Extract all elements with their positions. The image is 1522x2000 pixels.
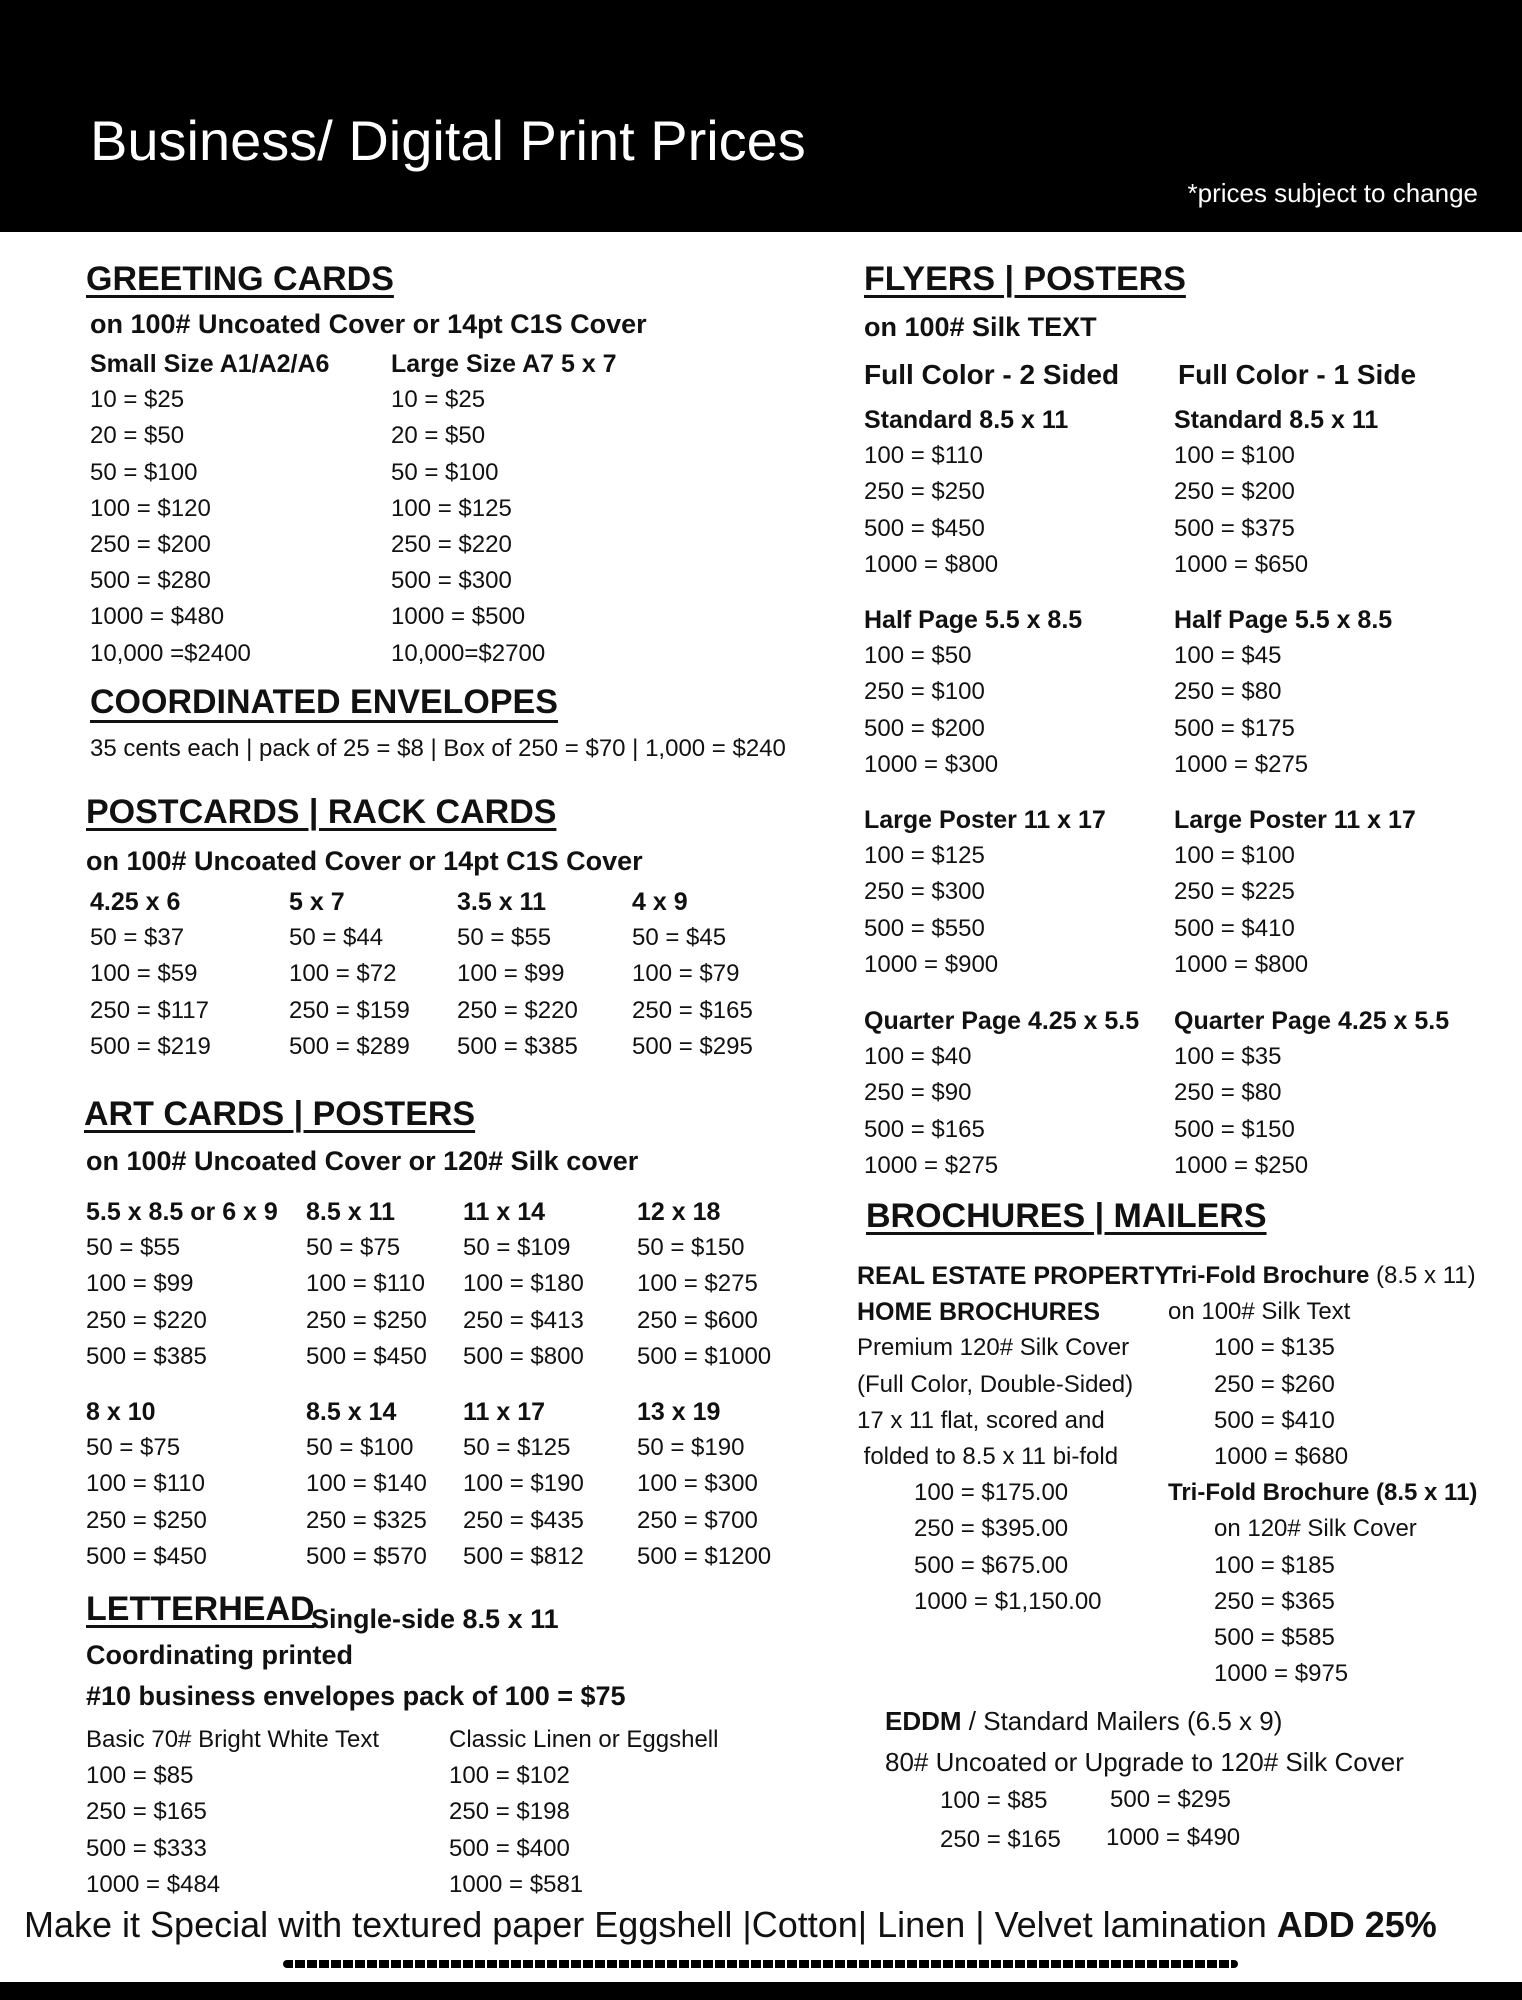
postcards-title: POSTCARDS | RACK CARDS bbox=[86, 793, 557, 831]
price-line: 100 = $125 bbox=[391, 494, 512, 522]
dotted-divider bbox=[283, 1960, 1238, 1968]
price-line: 1000 = $275 bbox=[1174, 750, 1309, 778]
price-line: 10,000 =$2400 bbox=[90, 639, 251, 667]
size-heading: 12 x 18 bbox=[637, 1198, 721, 1226]
price-line: 50 = $125 bbox=[463, 1434, 571, 1462]
price-line: 250 = $220 bbox=[391, 531, 512, 559]
price-line: 500 = $150 bbox=[1174, 1115, 1295, 1143]
price-line: 50 = $100 bbox=[391, 458, 499, 486]
price-line: 250 = $250 bbox=[306, 1306, 427, 1334]
eddm-line bbox=[885, 1708, 1282, 1734]
envelopes-title: COORDINATED ENVELOPES bbox=[90, 683, 558, 721]
eddm-rest: / Standard Mailers (6.5 x 9) bbox=[961, 1706, 1283, 1736]
flyers-stock: on 100# Silk TEXT bbox=[864, 312, 1097, 342]
price-line: 250 = $165 bbox=[632, 996, 753, 1024]
price-line: 250 = $90 bbox=[864, 1079, 972, 1107]
postcards-column bbox=[457, 884, 578, 1065]
price-line: 500 = $280 bbox=[90, 567, 211, 595]
header-bar bbox=[0, 0, 1522, 232]
price-line: 10 = $25 bbox=[90, 386, 185, 414]
price-line: 100 = $100 bbox=[1174, 842, 1295, 870]
flyer-group bbox=[864, 602, 1082, 783]
price-line: 250 = $250 bbox=[864, 478, 985, 506]
price-line: 100 = $99 bbox=[457, 960, 565, 988]
flyer-group bbox=[1174, 802, 1416, 983]
size-heading: 8.5 x 11 bbox=[306, 1198, 395, 1226]
brochure-detail: 17 x 11 flat, scored and bbox=[857, 1406, 1105, 1434]
price-line: 1000 = $300 bbox=[864, 750, 999, 778]
trifold-stock: on 100# Silk Text bbox=[1168, 1298, 1351, 1326]
price-line: 500 = $289 bbox=[289, 1032, 410, 1060]
price-line: 1000 = $800 bbox=[864, 550, 999, 578]
price-line: 20 = $50 bbox=[391, 422, 486, 450]
size-heading: 13 x 19 bbox=[637, 1398, 721, 1426]
price-line: 500 = $175 bbox=[1174, 714, 1295, 742]
real-estate-heading-1: REAL ESTATE PROPERTY bbox=[857, 1262, 1171, 1290]
art-column bbox=[86, 1394, 207, 1575]
price-line: 250 = $100 bbox=[864, 678, 985, 706]
price-line: 250 = $365 bbox=[1214, 1587, 1335, 1615]
price-line: 250 = $413 bbox=[463, 1306, 584, 1334]
price-line: 50 = $100 bbox=[90, 458, 198, 486]
price-line: 100 = $185 bbox=[1214, 1551, 1335, 1579]
price-line: 100 = $45 bbox=[1174, 642, 1282, 670]
size-heading: Half Page 5.5 x 8.5 bbox=[864, 606, 1083, 634]
price-line: 500 = $385 bbox=[86, 1342, 207, 1370]
letterhead-title: LETTERHEAD bbox=[86, 1590, 315, 1628]
flyers-title: FLYERS | POSTERS bbox=[864, 260, 1186, 298]
footer-message: Make it Special with textured paper Eggshell |Cotton| Linen | Velvet lamination bbox=[24, 1904, 1277, 1945]
brochures-title: BROCHURES | MAILERS bbox=[866, 1197, 1267, 1235]
flyers-two-sided-heading: Full Color - 2 Sided bbox=[864, 359, 1120, 390]
price-line: 1000 = $1,150.00 bbox=[914, 1587, 1102, 1615]
price-line: 100 = $99 bbox=[86, 1270, 194, 1298]
footer-text bbox=[24, 1904, 1437, 1946]
price-line: 250 = $325 bbox=[306, 1506, 427, 1534]
price-line: 100 = $79 bbox=[632, 960, 740, 988]
price-line: 500 = $200 bbox=[864, 714, 985, 742]
eddm-label: EDDM bbox=[885, 1706, 962, 1736]
price-line: 250 = $250 bbox=[86, 1506, 207, 1534]
brochure-detail: folded to 8.5 x 11 bi-fold bbox=[857, 1443, 1119, 1471]
size-heading: Quarter Page 4.25 x 5.5 bbox=[1174, 1007, 1450, 1035]
price-line: 250 = $700 bbox=[637, 1506, 758, 1534]
price-line: 1000 = $975 bbox=[1214, 1660, 1349, 1688]
price-line: 250 = $198 bbox=[449, 1798, 570, 1826]
price-line: 500 = $570 bbox=[306, 1542, 427, 1570]
trifold-brochure bbox=[1168, 1258, 1477, 1692]
letterhead-line1: Coordinating printed bbox=[86, 1640, 353, 1670]
postcards-stock: on 100# Uncoated Cover or 14pt C1S Cover bbox=[86, 846, 643, 876]
price-note: *prices subject to change bbox=[1187, 178, 1478, 208]
price-line: 250 = $260 bbox=[1214, 1370, 1335, 1398]
price-line: 100 = $300 bbox=[637, 1470, 758, 1498]
price-line: 50 = $44 bbox=[289, 924, 384, 952]
letterhead-classic-column bbox=[449, 1722, 718, 1903]
price-line: 500 = $450 bbox=[306, 1342, 427, 1370]
greeting-large-column bbox=[391, 346, 617, 672]
price-line: 50 = $109 bbox=[463, 1234, 571, 1262]
size-heading: Standard 8.5 x 11 bbox=[1174, 406, 1379, 434]
price-line: 50 = $190 bbox=[637, 1434, 745, 1462]
price-line: 20 = $50 bbox=[90, 422, 185, 450]
price-line: 500 = $295 bbox=[1110, 1786, 1231, 1813]
price-line: 100 = $72 bbox=[289, 960, 397, 988]
price-line: 100 = $190 bbox=[463, 1470, 584, 1498]
price-line: 500 = $400 bbox=[449, 1834, 570, 1862]
price-line: 250 = $165 bbox=[940, 1826, 1061, 1853]
price-line: 100 = $120 bbox=[90, 494, 211, 522]
size-heading: Half Page 5.5 x 8.5 bbox=[1174, 606, 1393, 634]
price-line: 50 = $55 bbox=[86, 1234, 181, 1262]
size-heading: 8.5 x 14 bbox=[306, 1398, 397, 1426]
price-line: 250 = $200 bbox=[90, 531, 211, 559]
size-heading: 8 x 10 bbox=[86, 1398, 156, 1426]
price-line: 500 = $1000 bbox=[637, 1342, 772, 1370]
art-cards-stock: on 100# Uncoated Cover or 120# Silk cover bbox=[86, 1146, 639, 1176]
price-line: 1000 = $484 bbox=[86, 1870, 221, 1898]
art-column bbox=[86, 1194, 278, 1375]
flyer-group bbox=[1174, 602, 1392, 783]
price-line: 500 = $800 bbox=[463, 1342, 584, 1370]
greeting-cards-title: GREETING CARDS bbox=[86, 260, 394, 298]
price-line: 500 = $219 bbox=[90, 1032, 211, 1060]
price-line: 100 = $135 bbox=[1214, 1334, 1335, 1362]
size-heading: Large Poster 11 x 17 bbox=[864, 806, 1106, 834]
price-line: 250 = $220 bbox=[86, 1306, 207, 1334]
price-line: 500 = $585 bbox=[1214, 1624, 1335, 1652]
footer-add-25: ADD 25% bbox=[1276, 1904, 1437, 1945]
price-line: 100 = $102 bbox=[449, 1762, 570, 1790]
bottom-bar bbox=[0, 1982, 1522, 2000]
art-column bbox=[637, 1394, 771, 1575]
price-line: 500 = $675.00 bbox=[914, 1551, 1069, 1579]
brochure-detail: (Full Color, Double-Sided) bbox=[857, 1370, 1134, 1398]
price-line: 100 = $175.00 bbox=[914, 1479, 1069, 1507]
price-line: 500 = $812 bbox=[463, 1542, 584, 1570]
art-column bbox=[463, 1394, 584, 1575]
price-line: 100 = $100 bbox=[1174, 442, 1295, 470]
price-line: 10 = $25 bbox=[391, 386, 486, 414]
letterhead-classic-heading: Classic Linen or Eggshell bbox=[449, 1726, 719, 1753]
greeting-large-heading: Large Size A7 5 x 7 bbox=[391, 350, 617, 378]
real-estate-brochure bbox=[857, 1258, 1171, 1620]
price-line: 500 = $550 bbox=[864, 914, 985, 942]
price-line: 500 = $295 bbox=[632, 1032, 753, 1060]
trifold-stock: on 120# Silk Cover bbox=[1214, 1515, 1417, 1543]
price-line: 100 = $85 bbox=[940, 1787, 1048, 1814]
price-line: 500 = $375 bbox=[1174, 514, 1295, 542]
price-line: 500 = $410 bbox=[1174, 914, 1295, 942]
price-line: 1000 = $650 bbox=[1174, 550, 1309, 578]
price-line: 250 = $117 bbox=[90, 996, 210, 1024]
postcards-column bbox=[90, 884, 211, 1065]
art-column bbox=[463, 1194, 584, 1375]
price-line: 500 = $385 bbox=[457, 1032, 578, 1060]
price-line: 1000 = $680 bbox=[1214, 1443, 1349, 1471]
price-line: 250 = $600 bbox=[637, 1306, 758, 1334]
price-line: 250 = $80 bbox=[1174, 1079, 1282, 1107]
price-line: 1000 = $581 bbox=[449, 1870, 584, 1898]
greeting-small-heading: Small Size A1/A2/A6 bbox=[90, 350, 330, 378]
price-line: 1000 = $500 bbox=[391, 603, 526, 631]
price-line: 100 = $275 bbox=[637, 1270, 758, 1298]
letterhead-basic-column bbox=[86, 1722, 379, 1903]
flyer-group bbox=[1174, 402, 1378, 583]
price-line: 250 = $80 bbox=[1174, 678, 1282, 706]
trifold-size: (8.5 x 11) bbox=[1369, 1262, 1476, 1289]
price-line: 100 = $50 bbox=[864, 642, 972, 670]
price-line: 1000 = $250 bbox=[1174, 1151, 1309, 1179]
real-estate-heading-2: HOME BROCHURES bbox=[857, 1298, 1101, 1327]
price-line: 100 = $110 bbox=[86, 1470, 206, 1498]
price-line: 50 = $75 bbox=[86, 1434, 181, 1462]
price-line: 500 = $1200 bbox=[637, 1542, 772, 1570]
trifold-heading: Tri-Fold Brochure (8.5 x 11) bbox=[1168, 1479, 1478, 1507]
price-line: 500 = $450 bbox=[86, 1542, 207, 1570]
flyer-group bbox=[1174, 1003, 1449, 1184]
eddm-stock: 80# Uncoated or Upgrade to 120# Silk Cover bbox=[885, 1747, 1404, 1777]
letterhead-basic-heading: Basic 70# Bright White Text bbox=[86, 1726, 380, 1753]
letterhead-line2: #10 business envelopes pack of 100 = $75 bbox=[86, 1681, 626, 1711]
flyer-group bbox=[864, 802, 1106, 983]
art-cards-title: ART CARDS | POSTERS bbox=[84, 1095, 476, 1133]
price-line: 50 = $37 bbox=[90, 924, 185, 952]
price-line: 100 = $180 bbox=[463, 1270, 584, 1298]
price-line: 100 = $110 bbox=[306, 1270, 426, 1298]
trifold-heading: Tri-Fold Brochure bbox=[1168, 1262, 1370, 1289]
greeting-small-column bbox=[90, 346, 329, 672]
postcards-column bbox=[289, 884, 410, 1065]
page-title: Business/ Digital Print Prices bbox=[90, 109, 806, 172]
price-line: 100 = $35 bbox=[1174, 1043, 1282, 1071]
postcards-column bbox=[632, 884, 753, 1065]
price-line: 250 = $159 bbox=[289, 996, 410, 1024]
price-line: 1000 = $800 bbox=[1174, 950, 1309, 978]
size-heading: 3.5 x 11 bbox=[457, 888, 546, 916]
flyers-one-side-heading: Full Color - 1 Side bbox=[1178, 359, 1417, 390]
art-column bbox=[637, 1194, 771, 1375]
price-line: 50 = $100 bbox=[306, 1434, 414, 1462]
size-heading: 5 x 7 bbox=[289, 888, 345, 916]
price-line: 50 = $75 bbox=[306, 1234, 401, 1262]
size-heading: 4 x 9 bbox=[632, 888, 688, 916]
price-line: 1000 = $490 bbox=[1106, 1824, 1241, 1851]
price-line: 250 = $435 bbox=[463, 1506, 584, 1534]
price-line: 500 = $450 bbox=[864, 514, 985, 542]
price-line: 100 = $125 bbox=[864, 842, 985, 870]
price-line: 50 = $45 bbox=[632, 924, 727, 952]
price-line: 50 = $55 bbox=[457, 924, 552, 952]
size-heading: 4.25 x 6 bbox=[90, 888, 181, 916]
price-line: 250 = $225 bbox=[1174, 878, 1295, 906]
art-column bbox=[306, 1194, 427, 1375]
price-line: 100 = $140 bbox=[306, 1470, 427, 1498]
size-heading: Quarter Page 4.25 x 5.5 bbox=[864, 1007, 1140, 1035]
price-line: 1000 = $480 bbox=[90, 603, 225, 631]
price-line: 100 = $40 bbox=[864, 1043, 972, 1071]
size-heading: 11 x 14 bbox=[463, 1198, 546, 1226]
price-line: 250 = $165 bbox=[86, 1798, 207, 1826]
size-heading: 5.5 x 8.5 or 6 x 9 bbox=[86, 1198, 278, 1226]
size-heading: Large Poster 11 x 17 bbox=[1174, 806, 1416, 834]
trifold-heading-line bbox=[1168, 1258, 1477, 1294]
price-line: 250 = $220 bbox=[457, 996, 578, 1024]
price-line: 500 = $165 bbox=[864, 1115, 985, 1143]
price-line: 250 = $395.00 bbox=[914, 1515, 1069, 1543]
size-heading: 11 x 17 bbox=[463, 1398, 546, 1426]
price-line: 250 = $200 bbox=[1174, 478, 1295, 506]
price-line: 250 = $300 bbox=[864, 878, 985, 906]
size-heading: Standard 8.5 x 11 bbox=[864, 406, 1069, 434]
greeting-cards-stock: on 100# Uncoated Cover or 14pt C1S Cover bbox=[90, 309, 647, 339]
price-line: 100 = $85 bbox=[86, 1762, 194, 1790]
flyer-group bbox=[864, 402, 1068, 583]
flyer-group bbox=[864, 1003, 1139, 1184]
envelopes-text: 35 cents each | pack of 25 = $8 | Box of 250 = $70 | 1,000 = $240 bbox=[90, 735, 786, 762]
letterhead-subtitle: Single-side 8.5 x 11 bbox=[311, 1604, 559, 1634]
price-line: 100 = $59 bbox=[90, 960, 198, 988]
price-line: 100 = $110 bbox=[864, 442, 984, 470]
price-line: 500 = $300 bbox=[391, 567, 512, 595]
price-line: 500 = $410 bbox=[1214, 1406, 1335, 1434]
art-column bbox=[306, 1394, 427, 1575]
price-line: 1000 = $900 bbox=[864, 950, 999, 978]
price-line: 10,000=$2700 bbox=[391, 639, 546, 667]
price-line: 500 = $333 bbox=[86, 1834, 207, 1862]
brochure-detail: Premium 120# Silk Cover bbox=[857, 1334, 1130, 1362]
price-line: 1000 = $275 bbox=[864, 1151, 999, 1179]
price-line: 50 = $150 bbox=[637, 1234, 745, 1262]
